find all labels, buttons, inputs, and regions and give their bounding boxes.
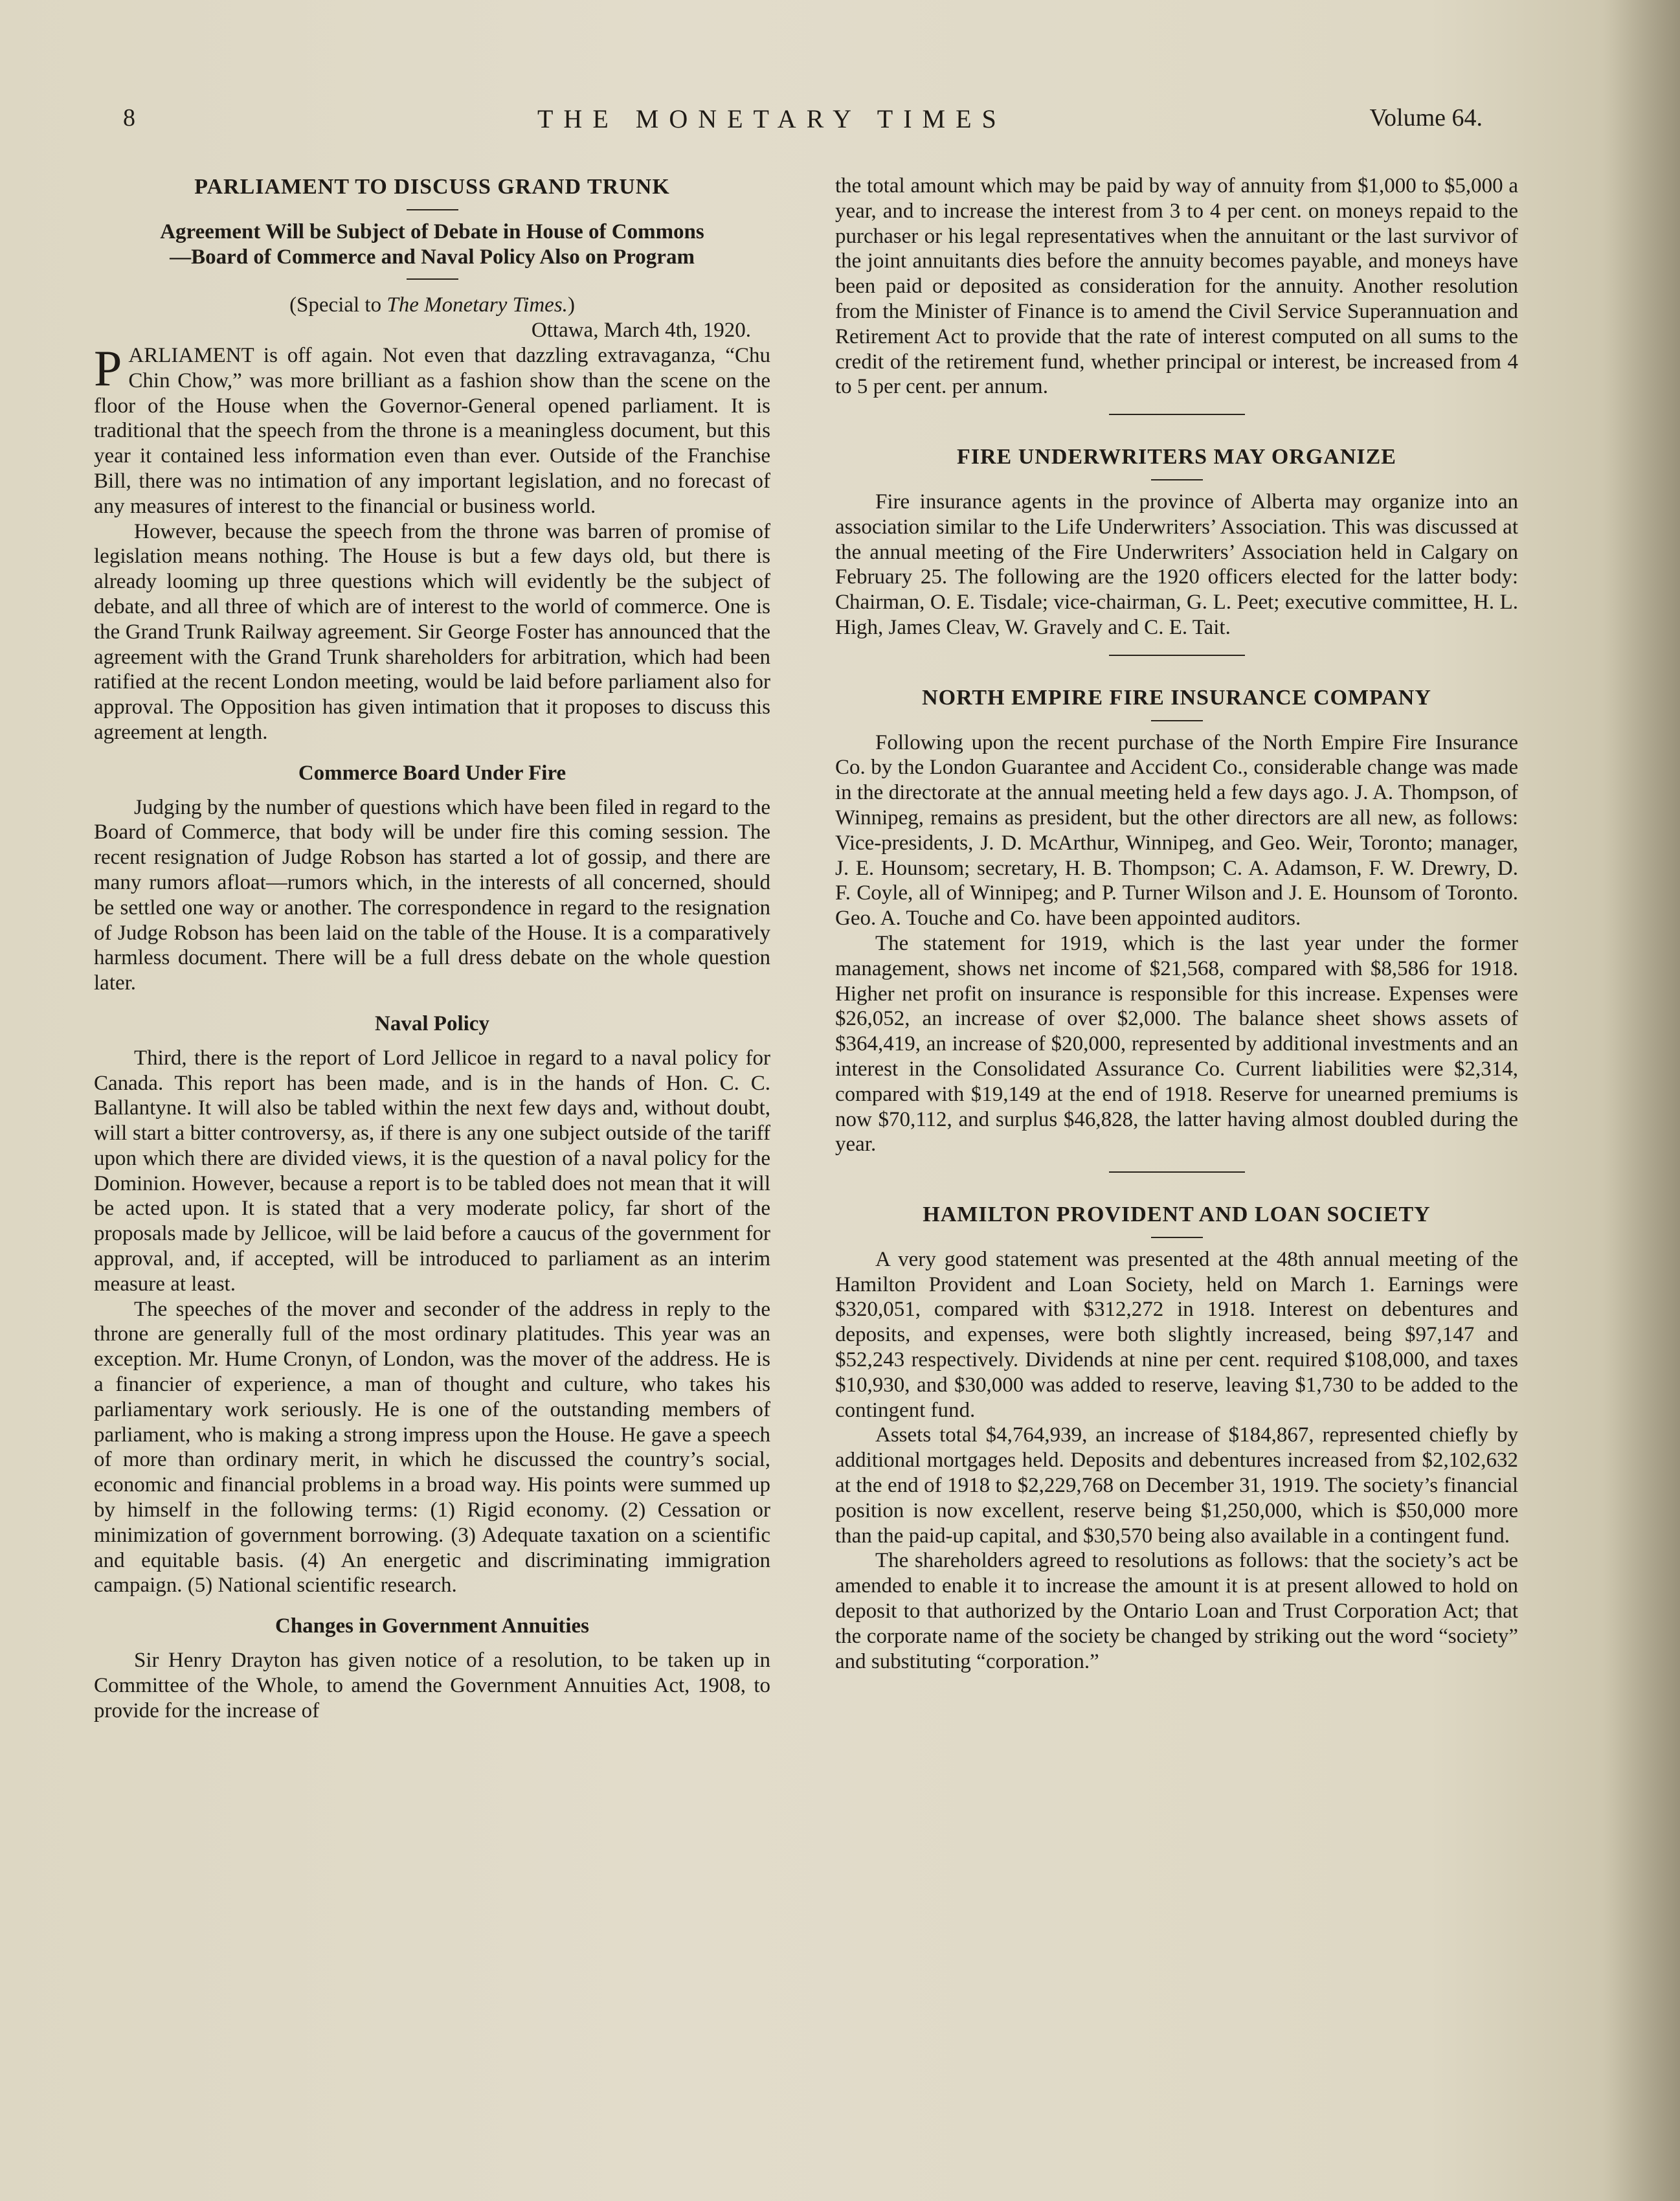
section-heading: Changes in Government Annuities	[275, 1614, 589, 1638]
page-number: 8	[123, 104, 135, 131]
divider-rule	[1109, 1171, 1245, 1173]
section-heading: Commerce Board Under Fire	[298, 761, 566, 785]
paragraph: The speeches of the mover and seconder of the address in reply to the throne are generally full of the most ordinary platitudes. This year was an exception. Mr. Hume Cronyn, of London, was the mover of the address. He is a financier of experience, a man of thought and culture, who takes his parliamentary work seriously. He is one of the outstanding members of parliament, who is making a strong impress upon the House. He gave a speech of more than ordinary merit, in which he discussed the country’s social, economic and financial problems in a broad way. His points were summed up by himself in the following terms: (1) Rigid economy. (2) Cessation or minimization of government borrowing. (3) Adequate taxation on a scientific and equitable basis. (4) An energetic and discriminating immigration campaign. (5) National scientific research.	[94, 1297, 770, 1597]
paragraph: A very good statement was presented at the 48th annual meeting of the Hamilton Provident and Loan Society, held on March 1. Earnings were $320,051, compared with $312,272 in 1918. Interest on debentures and deposits, and expenses, were both slightly increased, being $97,147 and $52,243 respectively. Dividends at nine per cent. required $108,000, and taxes $10,930, and $30,000 was added to reserve, leaving $1,730 to be added to the contingent fund.	[835, 1247, 1518, 1422]
article-title: PARLIAMENT TO DISCUSS GRAND TRUNK	[194, 175, 670, 199]
article-title: FIRE UNDERWRITERS MAY ORGANIZE	[957, 445, 1396, 469]
section-heading: Naval Policy	[375, 1011, 489, 1035]
special-line: (Special to The Monetary Times.)	[289, 293, 575, 317]
divider-rule	[407, 278, 458, 280]
divider-rule	[1151, 1237, 1203, 1238]
dateline: Ottawa, March 4th, 1920.	[531, 319, 751, 343]
page-edge-shadow	[1602, 0, 1680, 2201]
article-title: NORTH EMPIRE FIRE INSURANCE COMPANY	[922, 685, 1431, 710]
left-column	[94, 175, 770, 1723]
divider-rule	[1109, 414, 1245, 415]
paragraph: PARLIAMENT is off again. Not even that dazzling extravaganza, “Chu Chin Chow,” was more brilliant as a fashion show than the scene on the floor of the House when the Governor-General opened parliament. It is traditional that the speech from the throne is a meaningless document, but this year it contained less information even than ever. Outside of the Franchise Bill, there was no intimation of any important legislation, and no forecast of any measures of interest to the financial or business world.	[94, 339, 770, 518]
article-title: HAMILTON PROVIDENT AND LOAN SOCIETY	[923, 1202, 1431, 1227]
paragraph: The statement for 1919, which is the last year under the former management, shows net income of $21,568, compared with $8,586 for 1918. Higher net profit on insurance is responsible for this increase. Expenses were $26,052, an increase of over $2,000. The balance sheet shows assets of $364,419, an increase of $20,000, represented by additional investments and an interest in the Consolidated Assurance Co. Current liabilities were $2,314, compared with $19,149 at the end of 1918. Reserve for unearned premiums is now $70,112, and surplus $46,828, the latter having almost doubled during the year.	[835, 931, 1518, 1157]
paragraph: The shareholders agreed to resolutions as follows: that the society’s act be amended to enable it to increase the amount it is at present allowed to hold on deposit to that authorized by the Ontario Loan and Trust Corporation Act; that the corporate name of the society be changed by striking out the word “society” and substituting “corporation.”	[835, 1549, 1518, 1673]
divider-rule	[1109, 655, 1245, 656]
paragraph: Third, there is the report of Lord Jellicoe in regard to a naval policy for Canada. This report has been made, and is in the hands of Hon. C. C. Ballantyne. It will also be tabled within the next few days and, without doubt, will start a bitter controversy, as, if there is any one subject outside of the tariff upon which there are divided views, it is the question of a naval policy for the Dominion. However, because a report is to be tabled does not mean that it will be acted upon. It is stated that a very moderate policy, far short of the proposals made by Jellicoe, will be laid before a caucus of the government for approval, and, if accepted, will be introduced to parliament as an interim measure at least.	[94, 1046, 770, 1296]
divider-rule	[1151, 720, 1203, 721]
page-header	[123, 104, 1483, 142]
drop-cap: P	[94, 339, 122, 396]
paragraph: Judging by the number of questions which have been filed in regard to the Board of Commerce, that body will be under fire this coming session. The recent resignation of Judge Robson has started a lot of gossip, and there are many rumors afloat—rumors which, in the interests of all concerned, should be settled one way or another. The correspondence in regard to the resignation of Judge Robson has been laid on the table of the House. It is a comparatively harmless document. There will be a full dress debate on the whole question later.	[94, 795, 770, 995]
right-column	[835, 174, 1518, 1674]
paragraph: However, because the speech from the throne was barren of promise of legislation means nothing. The House is but a few days old, but there is already looming up three questions which will evidently be the subject of debate, and all three of which are of interest to the world of commerce. One is the Grand Trunk Railway agreement. Sir George Foster has announced that the agreement with the Grand Trunk shareholders for arbitration, which had been ratified at the recent London meeting, would be laid before parliament also for approval. The Opposition has given intimation that it proposes to discuss this agreement at length.	[94, 519, 770, 744]
paragraph: Sir Henry Drayton has given notice of a resolution, to be taken up in Committee of the Whole, to amend the Government Annuities Act, 1908, to provide for the increase of	[94, 1649, 770, 1722]
article-subtitle-1: Agreement Will be Subject of Debate in House of Commons	[160, 220, 704, 243]
paragraph: Assets total $4,764,939, an increase of $184,867, represented chiefly by additional mortgages held. Deposits and debentures increased from $2,102,632 at the end of 1918 to $2,229,768 on December 31, 1919. The society’s financial position is now excellent, reserve being $1,250,000, which is $50,000 more than the paid-up capital, and $30,570 being also available in a contingent fund.	[835, 1423, 1518, 1548]
journal-title: THE MONETARY TIMES	[537, 104, 1007, 133]
volume-label: Volume 64.	[1369, 104, 1483, 131]
paragraph: Fire insurance agents in the province of Alberta may organize into an association similar to the Life Underwriters’ Association. This was discussed at the annual meeting of the Fire Underwriters’ Association held in Calgary on February 25. The following are the 1920 officers elected for the latter body: Chairman, O. E. Tisdale; vice-chairman, G. L. Peet; executive committee, H. L. High, James Cleav, W. Gravely and C. E. Tait.	[835, 490, 1518, 639]
article-subtitle-2: —Board of Commerce and Naval Policy Also on Program	[170, 245, 695, 269]
paragraph: the total amount which may be paid by way of annuity from $1,000 to $5,000 a year, and to increase the interest from 3 to 4 per cent. on moneys repaid to the purchaser or his legal representatives when the annuitant or the last survivor of the joint annuitants dies before the annuity becomes payable, and moneys have been paid or deposited as consideration for the annuity. Another resolution from the Minister of Finance is to amend the Civil Service Superannuation and Retirement Act to provide that the rate of interest computed on all sums to the credit of the retirement fund, whether principal or interest, be increased from 4 to 5 per cent. per annum.	[835, 174, 1518, 399]
paragraph: Following upon the recent purchase of the North Empire Fire Insurance Co. by the London Guarantee and Accident Co., considerable change was made in the directorate at the annual meeting held a few days ago. J. A. Thompson, of Winnipeg, remains as president, but the other directors are all new, as follows: Vice-presidents, J. D. McArthur, Winnipeg, and Geo. Weir, Toronto; manager, J. E. Hounsom; secretary, H. B. Thompson; C. A. Adamson, F. W. Drewry, D. F. Coyle, all of Winnipeg; and P. Turner Wilson and J. E. Hounsom of Toronto. Geo. A. Touche and Co. have been appointed auditors.	[835, 730, 1518, 931]
special-publication: The Monetary Times.	[386, 293, 568, 317]
divider-rule	[1151, 479, 1203, 480]
divider-rule	[407, 209, 458, 210]
